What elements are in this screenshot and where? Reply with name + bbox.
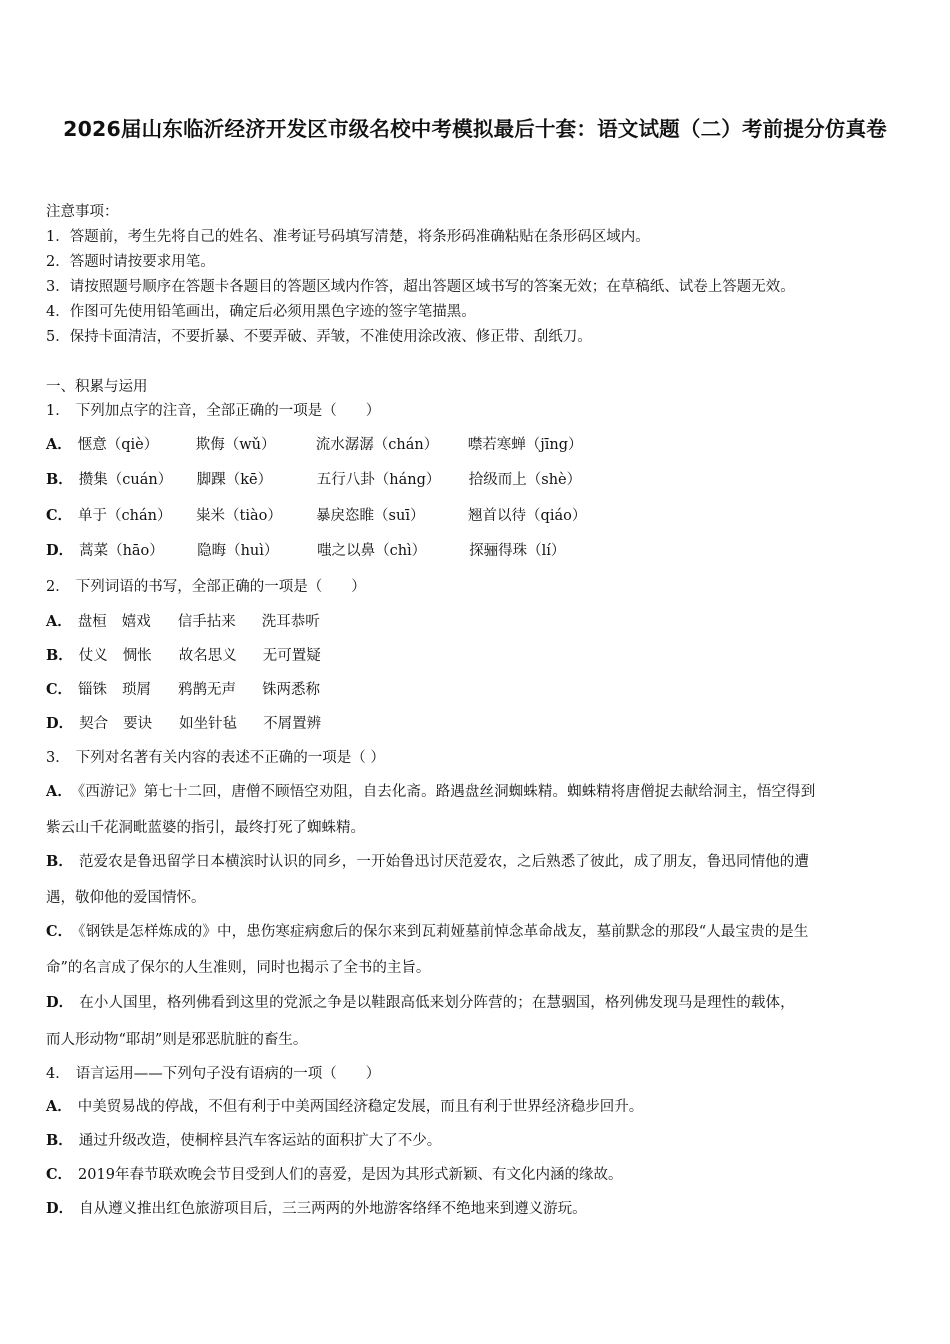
option-word: 故名思义 xyxy=(178,648,237,664)
option-label: B． xyxy=(46,647,73,664)
option-label: A． xyxy=(46,783,72,800)
question-number: 3． xyxy=(46,750,70,766)
option-word: 仗义 xyxy=(78,648,108,664)
question-number: 1． xyxy=(46,403,70,419)
option-word: 嗤之以鼻（chì） xyxy=(317,543,427,559)
option-word: 流水潺潺（chán） xyxy=(315,437,439,453)
option-label: B． xyxy=(46,471,73,488)
q1-option-a xyxy=(46,435,583,455)
option-word: 要诀 xyxy=(123,716,153,732)
option-word: 欺侮（wǔ） xyxy=(195,437,276,453)
notice-item-3: 3．请按照题号顺序在答题卡各题目的答题区域内作答，超出答题区域书写的答案无效；在草稿纸、试卷上答题无效。 xyxy=(46,279,795,295)
option-text: 自从遵义推出红色旅游项目后，三三两两的外地游客络绎不绝地来到遵义游玩。 xyxy=(79,1201,587,1217)
option-label: D． xyxy=(46,542,74,559)
option-word: 嬉戏 xyxy=(121,614,151,630)
option-word: 粜米（tiào） xyxy=(196,508,282,524)
question-3 xyxy=(46,748,385,768)
option-word: 鸦鹊无声 xyxy=(178,682,237,698)
option-word: 锱铢 xyxy=(78,682,108,698)
option-word: 脚踝（kē） xyxy=(196,472,273,488)
q3-option-d-line1 xyxy=(46,993,795,1013)
notice-item-1: 1．答题前，考生先将自己的姓名、准考证号码填写清楚，将条形码准确粘贴在条形码区域内。 xyxy=(46,229,650,245)
option-word: 攒集（cuán） xyxy=(78,472,173,488)
question-stem: 下列加点字的注音，全部正确的一项是（ ） xyxy=(75,403,381,419)
question-number: 4． xyxy=(46,1066,70,1082)
q1-option-b xyxy=(46,470,581,490)
question-number: 2． xyxy=(46,579,70,595)
option-word: 拾级而上（shè） xyxy=(468,472,582,488)
q2-option-a xyxy=(46,612,320,632)
question-stem: 语言运用——下列句子没有语病的一项（ ） xyxy=(75,1066,381,1082)
option-label: C． xyxy=(46,923,73,940)
option-word: 如坐针毡 xyxy=(179,716,238,732)
question-1 xyxy=(46,401,380,421)
option-text: 通过升级改造，使桐梓县汽车客运站的面积扩大了不少。 xyxy=(78,1133,442,1149)
option-word: 惬意（qiè） xyxy=(77,437,159,453)
option-label: A． xyxy=(46,1098,72,1115)
option-word: 盘桓 xyxy=(77,614,107,630)
option-label: D． xyxy=(46,994,74,1011)
option-label: A． xyxy=(46,436,72,453)
option-text: 在小人国里，格列佛看到这里的党派之争是以鞋跟高低来划分阵营的；在慧骃国，格列佛发现马是理性的载体， xyxy=(79,995,795,1011)
option-label: D． xyxy=(46,1200,74,1217)
q3-option-a-line1 xyxy=(46,782,815,802)
option-label: C． xyxy=(46,681,73,698)
option-text: 《西游记》第七十二回，唐僧不顾悟空劝阻，自去化斋。路遇盘丝洞蜘蛛精。蜘蛛精将唐僧捉去献给洞主，悟空得到 xyxy=(77,784,816,800)
option-word: 五行八卦（háng） xyxy=(316,472,441,488)
question-stem: 下列对名著有关内容的表述不正确的一项是（ ） xyxy=(75,750,385,766)
option-word: 单于（chán） xyxy=(78,508,172,524)
notice-item-2: 2．答题时请按要求用笔。 xyxy=(46,254,215,270)
notice-heading: 注意事项： xyxy=(46,204,119,220)
option-label: B． xyxy=(46,1132,73,1149)
option-word: 铢两悉称 xyxy=(262,682,321,698)
notice-item-4: 4．作图可先使用铅笔画出，确定后必须用黑色字迹的签字笔描黑。 xyxy=(46,304,476,320)
option-word: 暴戾恣睢（suī） xyxy=(316,508,425,524)
q2-option-d xyxy=(46,714,321,734)
q1-option-d xyxy=(46,541,565,561)
option-word: 洗耳恭听 xyxy=(261,614,320,630)
option-word: 琐屑 xyxy=(122,682,152,698)
q4-option-a xyxy=(46,1097,643,1117)
section-heading: 一、积累与运用 xyxy=(46,379,148,395)
option-label: C． xyxy=(46,1166,73,1183)
option-text: 中美贸易战的停战，不但有利于中美两国经济稳定发展，而且有利于世界经济稳步回升。 xyxy=(77,1099,644,1115)
option-word: 惆怅 xyxy=(122,648,152,664)
option-word: 信手拈来 xyxy=(177,614,236,630)
option-text: 范爱农是鲁迅留学日本横滨时认识的同乡，一开始鲁迅讨厌范爱农，之后熟悉了彼此，成了朋友，鲁迅同情他的遭 xyxy=(78,854,809,870)
question-2 xyxy=(46,577,366,597)
option-word: 探骊得珠（lí） xyxy=(469,543,566,559)
option-word: 翘首以待（qiáo） xyxy=(468,508,587,524)
option-word: 噤若寒蝉（jīng） xyxy=(467,437,583,453)
option-label: C． xyxy=(46,507,73,524)
question-4 xyxy=(46,1064,380,1084)
q3-option-b-line1 xyxy=(46,852,809,872)
q3-option-d-line2: 而人形动物“耶胡”则是邪恶肮脏的畜生。 xyxy=(46,1032,308,1048)
option-label: B． xyxy=(46,853,73,870)
q3-option-a-line2: 紫云山千花洞毗蓝婆的指引，最终打死了蜘蛛精。 xyxy=(46,820,365,836)
q3-option-c-line2: 命”的名言成了保尔的人生准则，同时也揭示了全书的主旨。 xyxy=(46,960,431,976)
q4-option-d xyxy=(46,1199,587,1219)
option-word: 隐晦（huì） xyxy=(197,543,279,559)
option-word: 不屑置辨 xyxy=(263,716,322,732)
q1-option-c xyxy=(46,506,586,526)
q2-option-b xyxy=(46,646,321,666)
option-word: 无可置疑 xyxy=(262,648,321,664)
option-text: 2019年春节联欢晚会节目受到人们的喜爱，是因为其形式新颖、有文化内涵的缘故。 xyxy=(78,1167,623,1183)
q3-option-b-line2: 遇，敬仰他的爱国情怀。 xyxy=(46,890,206,906)
option-text: 《钢铁是怎样炼成的》中，患伤寒症病愈后的保尔来到瓦莉娅墓前悼念革命战友，墓前默念的那段“人最宝贵的是生 xyxy=(78,924,809,940)
option-label: D． xyxy=(46,715,74,732)
option-word: 蒿菜（hāo） xyxy=(79,543,164,559)
exam-title: 2026届山东临沂经济开发区市级名校中考模拟最后十套：语文试题（二）考前提分仿真卷 xyxy=(63,117,887,141)
option-word: 契合 xyxy=(79,716,109,732)
q4-option-b xyxy=(46,1131,441,1151)
question-stem: 下列词语的书写，全部正确的一项是（ ） xyxy=(75,579,366,595)
q3-option-c-line1 xyxy=(46,922,809,942)
q4-option-c xyxy=(46,1165,622,1185)
notice-item-5: 5．保持卡面清洁，不要折暴、不要弄破、弄皱，不准使用涂改液、修正带、刮纸刀。 xyxy=(46,329,592,345)
q2-option-c xyxy=(46,680,320,700)
option-label: A． xyxy=(46,613,72,630)
